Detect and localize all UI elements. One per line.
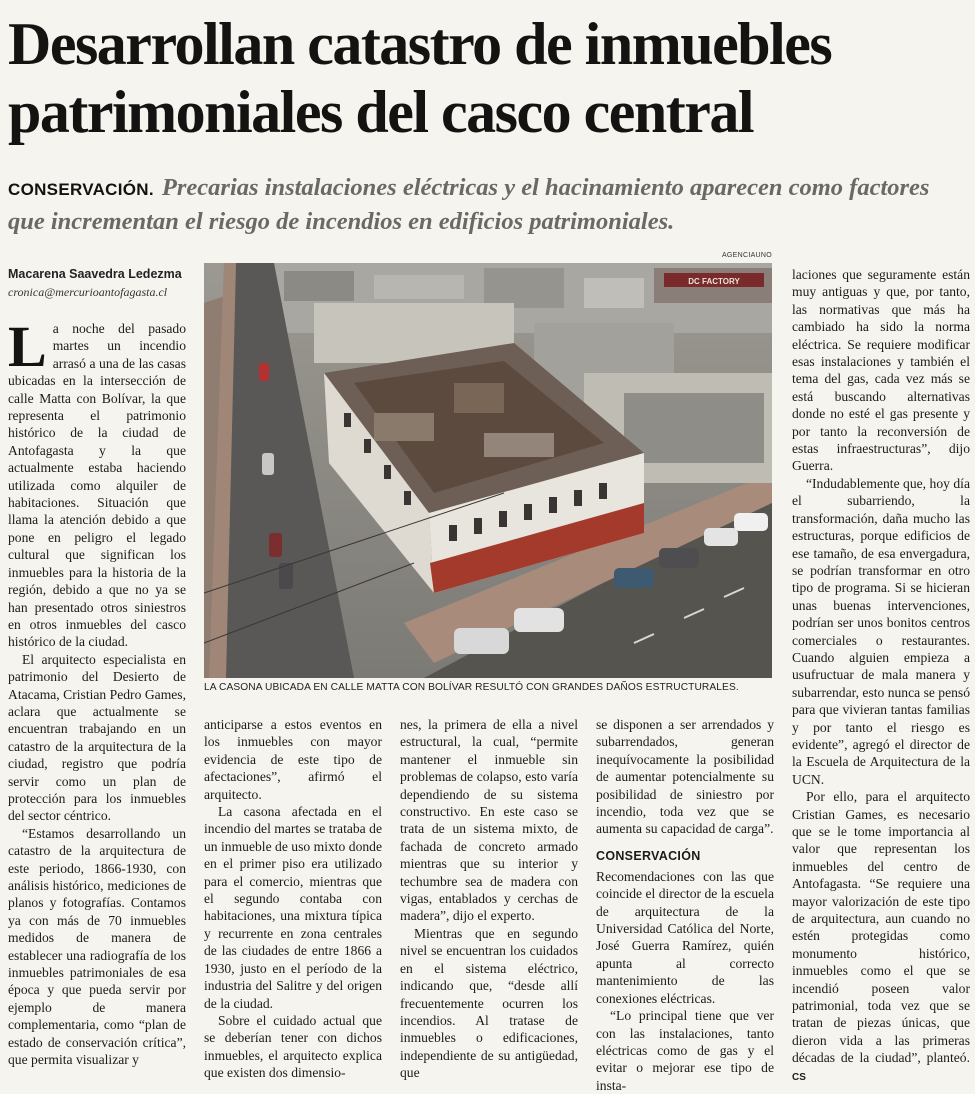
article-column-2 — [204, 716, 382, 1082]
article-paragraph: “Estamos desarrollando un catastro de la arquitectura de este periodo, 1866-1930, con análisis histórico, mediciones de planos y fotografías. Contamos ya con más de 70 inmuebles medidos de manera de establecer una radiografía de los inmuebles patrimoniales de esa época y que pueda servir por ejemplo de manera complementaria, como “plan de estado de conservación crítica”, que permita visualizar y — [8, 825, 186, 1068]
article-paragraph: El arquitecto especialista en patrimonio del Desierto de Atacama, Cristian Pedro Games, aclara que actualmente se encuentran trabajando en un catastro de la arquitectura de la ciudad, registro que podría servir como un plan de protección para los inmuebles del sector céntrico. — [8, 651, 186, 824]
deck — [8, 172, 968, 238]
article-column-4 — [596, 716, 774, 1094]
factory-sign: DC FACTORY — [688, 277, 740, 286]
photo-credit: AGENCIAUNO — [721, 252, 772, 259]
section-subhead: CONSERVACIÓN — [596, 848, 701, 863]
article-paragraph: nes, la primera de ella a nivel estructural, la cual, “permite mantener el inmueble sin problemas de colapso, esto varía dependiendo de su sistema constructivo. En este caso se trata de un sistema mixto, de fachada de concreto armado mientras que su interior y techumbre sea de madera con vigas, entablados y cerchas de madera”, dijo el experto. — [400, 717, 578, 924]
article-paragraph: “Indudablemente que, hoy día el subarriendo, la transformación, daña mucho las estructuras, porque edificios de ese tamaño, de esa envergadura, se podrían transformar en otro tipo de programa. Si se hicieran unas buenas intervenciones, podrían ser unos bonitos centros comerciales o restaurantes. Cuando alguien empieza a usufructuar de mala manera y subarrendar, esto nunca se pensó para que vivieran tantas familias y por tanto el riesgo es evidente”, agregó el director de la Escuela de Arquitectura de la UCN. — [792, 475, 970, 787]
drop-cap: L — [8, 314, 47, 379]
article-column-5 — [792, 266, 970, 1086]
article-paragraph: laciones que seguramente están muy antiguas y que, por tanto, las normativas que más ha cambiado ha sido la norma eléctrica. Se requiere modificar esas instalaciones y también el tema del gas, cada vez más se está buscando alternativas donde no esté el gas presente y por tanto la reconversión de estas infraestructuras”, dijo Guerra. — [792, 267, 970, 474]
deck-text: Precarias instalaciones eléctricas y el hacinamiento aparecen como factores que incrementan el riesgo de incendios en edificios patrimoniales. — [8, 174, 930, 235]
photo-caption: LA CASONA UBICADA EN CALLE MATTA CON BOLÍVAR RESULTÓ CON GRANDES DAÑOS ESTRUCTURALES. — [204, 682, 739, 693]
article-paragraph: anticiparse a estos eventos en los inmuebles con mayor evidencia de este tipo de afectaciones”, afirmó el arquitecto. — [204, 717, 382, 802]
article-paragraph: Mientras que en segundo nivel se encuentran los cuidados en el sistema eléctrico, indicando que, “desde allí frecuentemente ocurren los incendios. Al tratase de inmuebles o edificaciones, independiente de su antigüedad, que — [400, 925, 578, 1081]
article-paragraph: Recomendaciones con las que coincide el director de la escuela de arquitectura de la Universidad Católica del Norte, José Guerra Ramírez, quién apunta al correcto mantenimiento de las conexiones eléctricas. — [596, 868, 774, 1006]
article-paragraph: Sobre el cuidado actual que se deberían tener con dichos inmuebles, el arquitecto explica que existen dos dimensio- — [204, 1012, 382, 1081]
headline: Desarrollan catastro de inmuebles patrimoniales del casco central — [8, 11, 832, 145]
article-column-3 — [400, 716, 578, 1082]
end-mark: CS — [792, 1071, 806, 1083]
article-paragraph: “Lo principal tiene que ver con las instalaciones, tanto eléctricas como de gas y el evitar o mejorar ese tipo de insta- — [596, 1008, 774, 1093]
byline-author: Macarena Saavedra Ledezma — [8, 267, 182, 281]
article-paragraph: La noche del pasado martes un incendio arrasó a una de las casas ubicadas en la intersección de calle Matta con Bolívar, la que representa el patrimonio histórico de la ciudad de Antofagasta y la que actualmente estaba haciendo utilizada como alquiler de habitaciones. Situación que llama la atención debido a que pone en peligro el legado cultural que significan los inmuebles para la historia de la región, debido a que no ya se han presentado otros siniestros en otros inmuebles del casco histórico de la ciudad. — [8, 314, 186, 650]
article-paragraph: Por ello, para el arquitecto Cristian Games, es necesario que se le tome importancia al valor que representan los inmuebles del centro de Antofagasta. “Se requiere una mayor valorización de este tipo de arquitectura, aun cuando no estén protegidas como monumento histórico, inmuebles como el que se incendió poseen valor patrimonial, toda vez que se tratan de piezas únicas, que dieron vida a las primeras décadas de la ciudad”, planteó. CS — [792, 789, 970, 1083]
byline-email: cronica@mercurioantofagasta.cl — [8, 285, 168, 299]
article-column-1 — [8, 314, 186, 1068]
article-photo — [204, 263, 772, 678]
deck-kicker: CONSERVACIÓN. — [8, 180, 154, 199]
byline — [8, 265, 198, 301]
article-paragraph: se disponen a ser arrendados y subarrendados, generan inequívocamente la posibilidad de aumentar potencialmente su posibilidad de siniestro por incendio, toda vez que se aumenta su capacidad de carga”. — [596, 717, 774, 837]
article-paragraph: La casona afectada en el incendio del martes se trataba de un inmueble de uso mixto donde en el primer piso era utilizado para el comercio, mientras que el segundo contaba con habitaciones, una mixtura típica y recurrente en zona centrales de las ciudades de entre 1866 a 1930, justo en el período de la industria del Salitre y del origen de la ciudad. — [204, 804, 382, 1011]
